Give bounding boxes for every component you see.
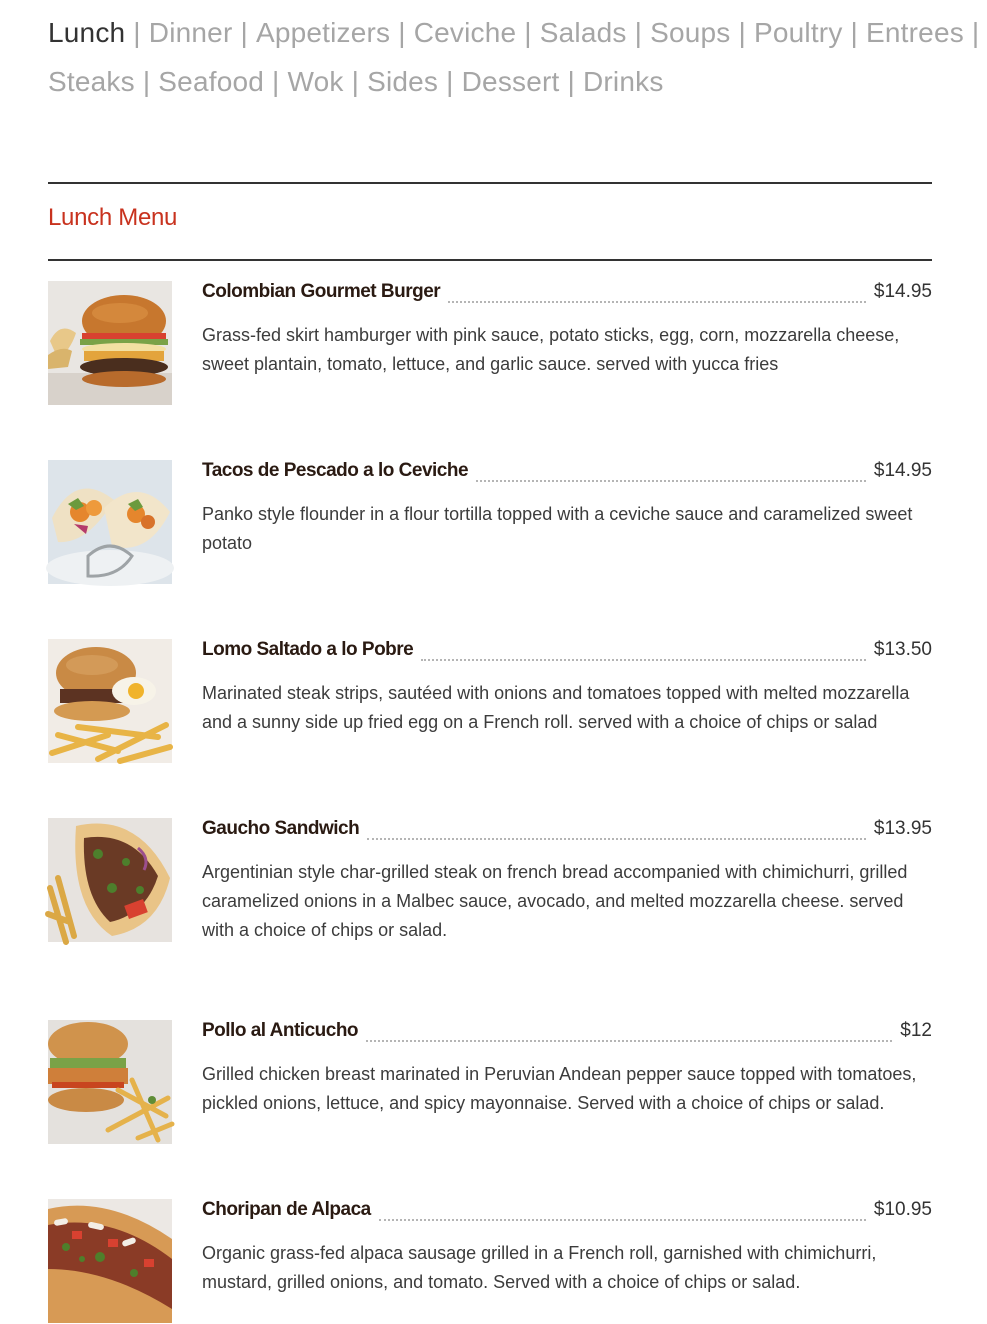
menu-item-price: $14.95 xyxy=(873,460,932,481)
nav-separator: | xyxy=(398,17,406,48)
nav-link-entrees[interactable]: Entrees xyxy=(866,17,964,48)
dotted-leader xyxy=(379,1217,866,1221)
steak-sandwich-photo xyxy=(48,818,172,942)
nav-link-dessert[interactable]: Dessert xyxy=(461,66,560,97)
nav-link-dinner[interactable]: Dinner xyxy=(148,17,233,48)
menu-item-description: Grass-fed skirt hamburger with pink sauce, potato sticks, egg, corn, mozzarella cheese, sweet plantain, tomato, lettuce, and garlic sauce. served with yucca fries xyxy=(202,325,900,374)
sandwich-fries-photo xyxy=(48,639,172,763)
menu-item-name: Choripan de Alpaca xyxy=(202,1199,371,1220)
nav-separator: | xyxy=(133,17,141,48)
menu-item-name: Gaucho Sandwich xyxy=(202,818,360,839)
nav-link-lunch[interactable]: Lunch xyxy=(48,17,126,48)
menu-item-description: Organic grass-fed alpaca sausage grilled in a French roll, garnished with chimichurri, mustard, grilled onions, and tomato. Served with a choice of chips or salad. xyxy=(202,1243,877,1292)
nav-link-salads[interactable]: Salads xyxy=(539,17,627,48)
menu-item-header xyxy=(202,460,932,486)
menu-item-header xyxy=(202,639,932,665)
nav-link-sides[interactable]: Sides xyxy=(367,66,439,97)
dotted-leader xyxy=(367,836,866,840)
menu-item-name: Pollo al Anticucho xyxy=(202,1020,359,1041)
menu-item-price: $13.95 xyxy=(873,818,932,839)
menu-item-name: Tacos de Pescado a lo Ceviche xyxy=(202,460,469,481)
tacos-photo xyxy=(48,460,172,584)
menu-item-description: Grilled chicken breast marinated in Peruvian Andean pepper sauce topped with tomatoes, pickled onions, lettuce, and spicy mayonnaise. Served with a choice of chips or salad. xyxy=(202,1064,917,1113)
nav-link-soups[interactable]: Soups xyxy=(650,17,731,48)
nav-link-steaks[interactable]: Steaks xyxy=(48,66,135,97)
nav-separator: | xyxy=(351,66,360,97)
nav-link-appetizers[interactable]: Appetizers xyxy=(255,17,391,48)
menu-item-price: $14.95 xyxy=(873,281,932,302)
sausage-sandwich-photo xyxy=(48,1199,172,1323)
menu-item-price: $12 xyxy=(900,1020,932,1041)
dotted-leader xyxy=(421,657,866,661)
menu-item-header xyxy=(202,1020,932,1046)
menu-item-price: $10.95 xyxy=(873,1199,932,1220)
nav-separator: | xyxy=(567,66,575,97)
nav-separator: | xyxy=(850,17,859,48)
menu-item-description: Marinated steak strips, sautéed with onions and tomatoes topped with melted mozzarella and a sunny side up fried egg on a French roll. served with a choice of chips or salad xyxy=(202,683,910,732)
nav-link-wok[interactable]: Wok xyxy=(287,66,344,97)
section-bottom-divider xyxy=(48,259,932,261)
nav-separator: | xyxy=(634,17,643,48)
menu-item-description: Panko style flounder in a flour tortilla topped with a ceviche sauce and caramelized sweet potato xyxy=(202,504,913,553)
nav-link-poultry[interactable]: Poultry xyxy=(753,17,843,48)
nav-separator: | xyxy=(272,66,280,97)
menu-item-header xyxy=(202,281,932,307)
nav-link-ceviche[interactable]: Ceviche xyxy=(413,17,517,48)
menu-item-name: Colombian Gourmet Burger xyxy=(202,281,441,302)
dotted-leader xyxy=(448,299,866,303)
dotted-leader xyxy=(366,1038,892,1042)
nav-separator: | xyxy=(524,17,532,48)
nav-separator: | xyxy=(240,17,248,48)
dotted-leader xyxy=(476,478,866,482)
burger-photo xyxy=(48,281,172,405)
menu-item-description: Argentinian style char-grilled steak on french bread accompanied with chimichurri, grilled caramelized onions in a Malbec sauce, avocado, and melted mozzarella cheese. served with a choice of chips or salad. xyxy=(202,862,908,940)
nav-link-seafood[interactable]: Seafood xyxy=(158,66,265,97)
section-title: Lunch Menu xyxy=(48,204,178,231)
menu-item-header xyxy=(202,1199,932,1225)
section-top-divider xyxy=(48,182,932,184)
category-nav xyxy=(48,8,980,106)
nav-separator: | xyxy=(738,17,746,48)
nav-link-drinks[interactable]: Drinks xyxy=(582,66,664,97)
menu-item-price: $13.50 xyxy=(873,639,932,660)
menu-item-name: Lomo Saltado a lo Pobre xyxy=(202,639,414,660)
menu-item-header xyxy=(202,818,932,844)
nav-separator: | xyxy=(971,17,980,48)
nav-separator: | xyxy=(446,66,454,97)
chicken-sandwich-photo xyxy=(48,1020,172,1144)
nav-separator: | xyxy=(142,66,151,97)
